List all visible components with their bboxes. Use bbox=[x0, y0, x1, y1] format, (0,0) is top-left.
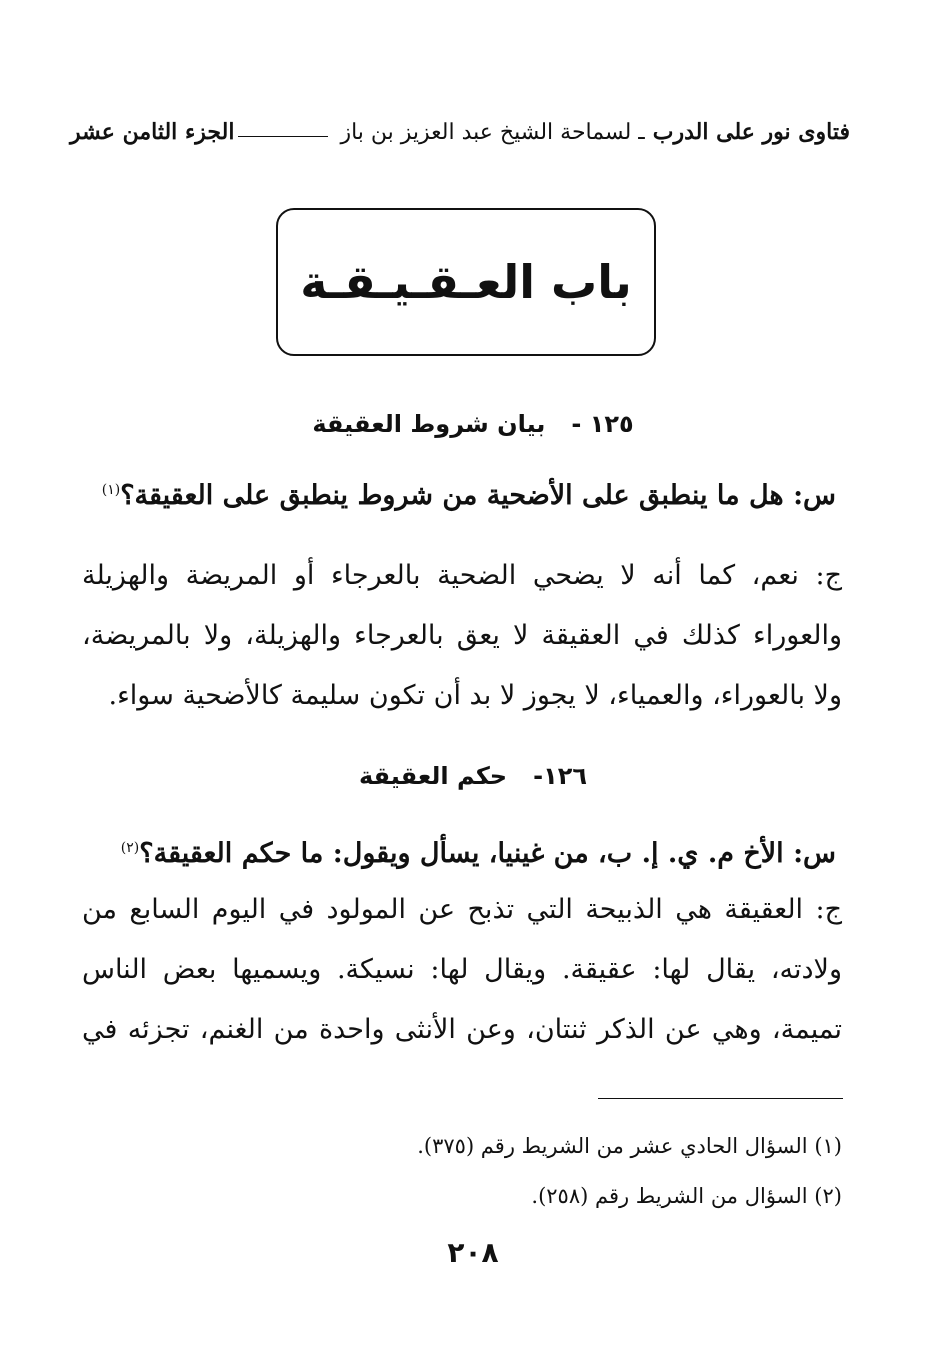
section-number: ١٢٦- bbox=[533, 762, 588, 790]
page-number: ٢٠٨ bbox=[447, 1236, 499, 1269]
question-126 bbox=[80, 838, 836, 869]
footnote-marker: (١) bbox=[101, 482, 121, 498]
running-header bbox=[70, 112, 850, 152]
question-text: س: الأخ م. ي. إ. ب، من غينيا، يسأل ويقول: ما حكم العقيقة؟ bbox=[139, 838, 836, 869]
chapter-title-box bbox=[276, 208, 656, 356]
section-title: بيان شروط العقيقة bbox=[312, 410, 546, 438]
answer-line: ج: نعم، كما أنه لا يضحي الضحية بالعرجاء أو المريضة والهزيلة bbox=[82, 560, 842, 591]
footnote-1: (١) السؤال الحادي عشر من الشريط رقم (٣٧٥). bbox=[417, 1134, 842, 1158]
section-number: ١٢٥ - bbox=[571, 410, 634, 438]
question-text: س: هل ما ينطبق على الأضحية من شروط ينطبق على العقيقة؟ bbox=[120, 480, 836, 511]
volume-label: الجزء الثامن عشر bbox=[70, 119, 235, 145]
footnote-marker: (٢) bbox=[120, 840, 140, 856]
running-header-title-group bbox=[234, 119, 850, 145]
answer-126 bbox=[82, 880, 842, 1060]
question-125 bbox=[80, 480, 836, 511]
section-heading-126 bbox=[0, 762, 946, 790]
header-dash-rule bbox=[238, 136, 328, 137]
section-heading-125 bbox=[0, 410, 946, 438]
answer-line: ولا بالعوراء، والعمياء، لا يجوز لا بد أن تكون سليمة كالأضحية سواء. bbox=[108, 680, 842, 711]
answer-line: ولادته، يقال لها: عقيقة. ويقال لها: نسيكة. ويسميها بعض الناس bbox=[82, 954, 842, 985]
answer-line: والعوراء كذلك في العقيقة لا يعق بالعرجاء والهزيلة، ولا بالمريضة، bbox=[82, 620, 842, 651]
footnote-2: (٢) السؤال من الشريط رقم (٢٥٨). bbox=[531, 1184, 842, 1208]
author-credit: ـ لسماحة الشيخ عبد العزيز بن باز bbox=[340, 119, 645, 145]
footnote-separator bbox=[598, 1098, 843, 1099]
answer-125 bbox=[82, 546, 842, 726]
section-title: حكم العقيقة bbox=[358, 762, 508, 790]
chapter-title: باب العـقـيـقـة bbox=[300, 255, 632, 309]
answer-line: تميمة، وهي عن الذكر ثنتان، وعن الأنثى واحدة من الغنم، تجزئه في bbox=[82, 1014, 842, 1045]
book-title: فتاوى نور على الدرب bbox=[652, 119, 850, 145]
answer-line: ج: العقيقة هي الذبيحة التي تذبح عن المولود في اليوم السابع من bbox=[82, 894, 842, 925]
